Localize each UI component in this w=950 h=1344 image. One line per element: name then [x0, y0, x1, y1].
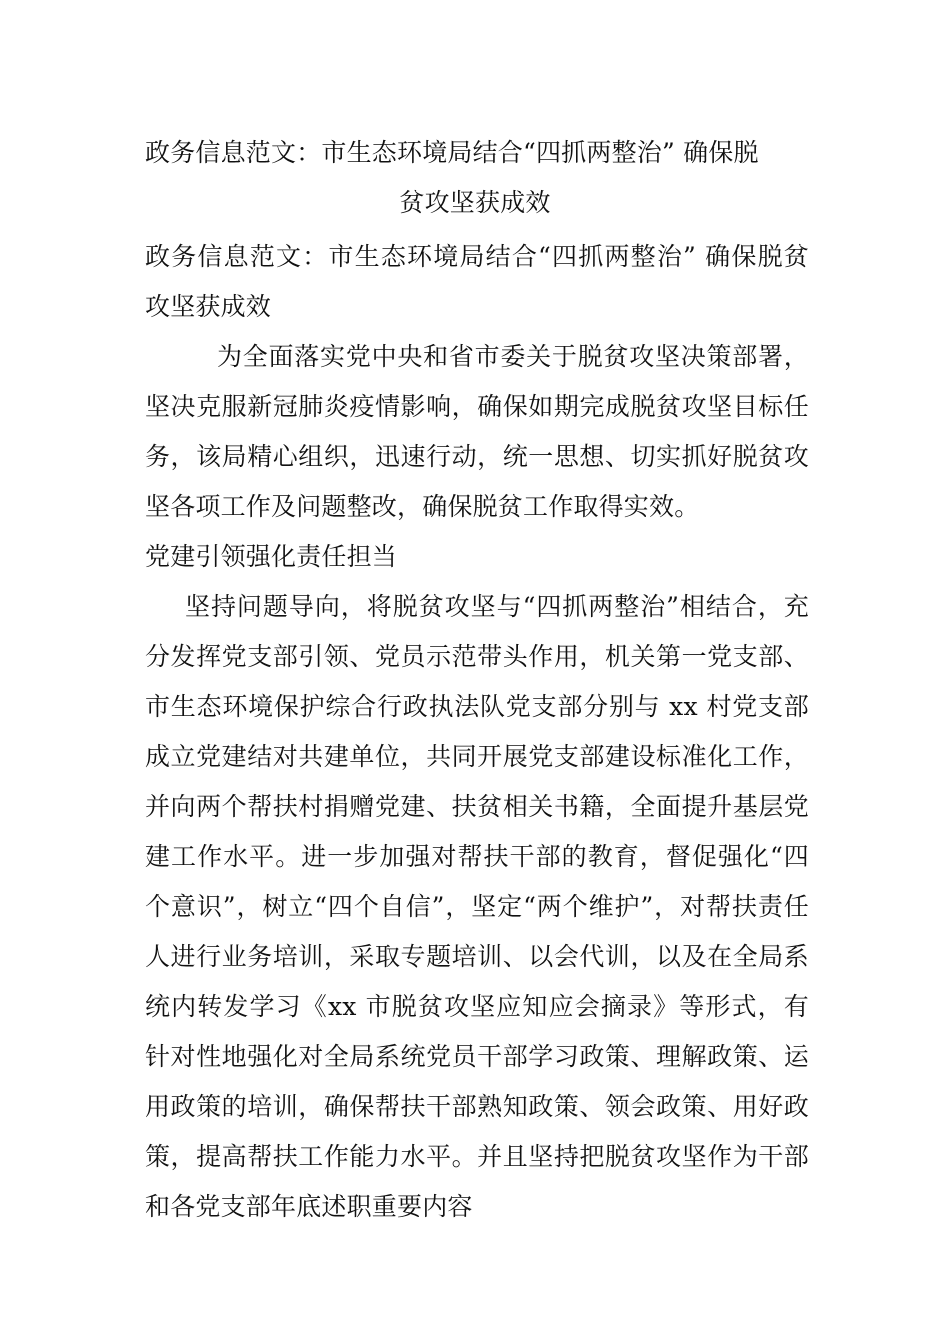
repeated-title-paragraph: 政务信息范文：市生态环境局结合“四抓两整治” 确保脱贫攻坚获成效 — [145, 242, 809, 321]
section-paragraph: 坚持问题导向，将脱贫攻坚与“四抓两整治”相结合，充分发挥党支部引领、党员示范带头作用，机关第一党支部、市生态环境保护综合行政执法队党支部分别与 xx 村党支部成立党建结对共建单位，共同开展党支部建设标准化工作，并向两个帮扶村捐赠党建、扶贫相关书籍，全面提升基层党建工作水平。进一步加强对帮扶干部的教育，督促强化“四个意识”，树立“四个自信”，坚定“两个维护”，对帮扶责任人进行业务培训，采取专题培训、以会代训，以及在全局系统内转发学习《xx 市脱贫攻坚应知应会摘录》等形式，有针对性地强化对全局系统党员干部学习政策、理解政策、运用政策的培训，确保帮扶干部熟知政策、领会政策、用好政策，提高帮扶工作能力水平。并且坚持把脱贫攻坚作为干部和各党支部年底述职重要内容 — [145, 592, 809, 1221]
document-title — [145, 128, 805, 228]
intro-paragraph: 为全面落实党中央和省市委关于脱贫攻坚决策部署，坚决克服新冠肺炎疫情影响，确保如期完成脱贫攻坚目标任务，该局精心组织，迅速行动，统一思想、切实抓好脱贫攻坚各项工作及问题整改，确保脱贫工作取得实效。 — [145, 342, 809, 521]
title-line-2: 贫攻坚获成效 — [399, 188, 551, 217]
section-heading: 党建引领强化责任担当 — [145, 542, 398, 571]
document-body — [145, 232, 809, 1232]
title-line-1: 政务信息范文：市生态环境局结合“四抓两整治” 确保脱 — [145, 138, 759, 167]
